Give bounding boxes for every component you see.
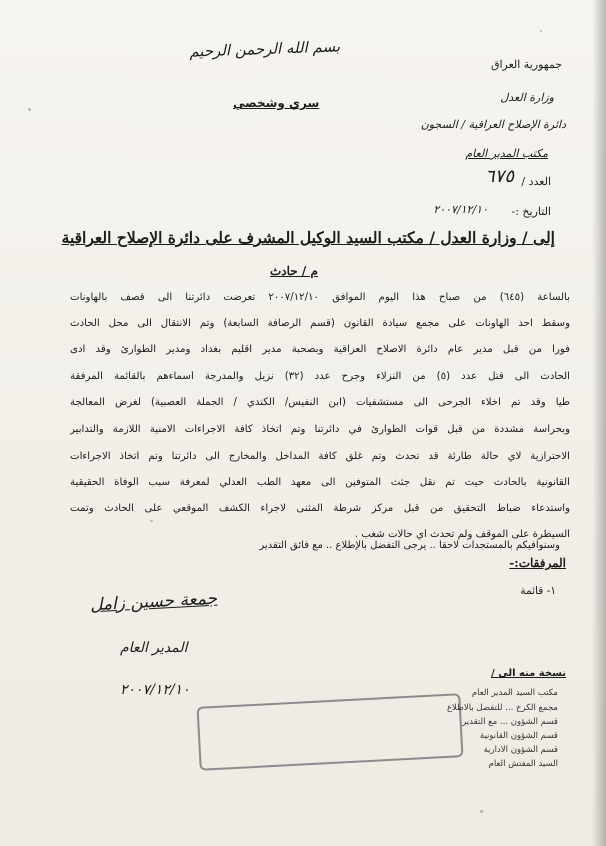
scan-speck (150, 520, 153, 522)
copy-to-label: نسخة منه الى / (491, 668, 566, 679)
body-line: الاحترازية لاي حالة طارئة قد تحدث وتم غلق كافة المداخل والمخارج الى دائرتنا وتم اتخاذ الاجراءات (70, 451, 570, 462)
copy-to-item: قسم الشؤون ... مع التقدير (462, 717, 558, 727)
subject-line: م / حادث (270, 264, 318, 278)
copy-to-item: قسم الشؤون القانونية (479, 731, 558, 741)
office-stamp (197, 693, 464, 771)
body-line: القانونية بالحادث حيث تم نقل جثث المتوفين الى معهد الطب العدلي لمعرفة سبب الوفاة الحقيقية (70, 477, 570, 488)
ministry-name: وزارة العدل (500, 91, 554, 104)
scan-speck (480, 810, 483, 813)
scan-speck (540, 30, 542, 32)
signature-date: ٢٠٠٧/١٢/١٠ (120, 682, 190, 698)
closing-line: وسنوافيكم بالمستجدات لاحقاً .. يرجى التفضل بالإطلاع .. مع فائق التقدير (259, 540, 560, 551)
recipient-line: إلى / وزارة العدل / مكتب السيد الوكيل المشرف على دائرة الإصلاح العراقية (61, 228, 555, 247)
date-value: ٢٠٠٧/١٢/١٠ (433, 203, 488, 216)
date-label: التاريخ :- (511, 205, 551, 218)
body-line: بالساعة (٦٤٥) من صباح هذا اليوم الموافق ٢٠٠٧/١٢/١٠ تعرضت دائرتنا الى قصف بالهاونات (70, 292, 570, 303)
number-label: العدد / (521, 175, 551, 188)
scan-speck (28, 108, 31, 111)
signature-title: المدير العام (120, 640, 188, 656)
scan-edge-shadow (592, 0, 606, 846)
department-name: دائرة الإصلاح العراقية / السجون (420, 118, 566, 131)
copy-to-item: مكتب السيد المدير العام (471, 688, 558, 698)
basmala-heading: بسم الله الرحمن الرحيم (188, 37, 341, 61)
copy-to-item: قسم الشؤون الادارية (483, 745, 558, 755)
classification-label: سري وشخصي (233, 96, 320, 110)
body-line: السيطرة على الموقف ولم تحدث أي حالات شغب . (354, 529, 570, 540)
body-line: الحادث الى قتل عدد (٥) من النزلاء وجرح عدد (٣٢) نزيل والمدرجة أسماءهم بالقائمة المرفقة (70, 371, 570, 382)
body-line: طياً وقد تم اخلاء الجرحى الى مستشفيات (ابن النفيس/ الكندي / الجملة العصبية) لغرض المعالجة (70, 397, 570, 408)
attachments-label: المرفقات:- (509, 556, 566, 570)
signature-name: جمعة حسين زامل (89, 588, 218, 616)
body-line: وسقط احد الهاونات على مجمع سيادة القانون (قسم الرصافة السابعة) وتم الانتقال الى محل الحادث (70, 318, 570, 329)
copy-to-item: مجمع الكرخ ... للتفضل بالاطلاع (446, 703, 558, 713)
office-name: مكتب المدير العام (465, 147, 548, 160)
body-line: فوراً من قبل مدير عام دائرة الاصلاح العراقية وبصحبة مدير اقليم بغداد ومدير الطوارئ وقد ادى (70, 344, 570, 355)
body-line: واستدعاء ضباط التحقيق من قبل مركز شرطة المثنى لاجراء الكشف الموقعي على الحادث وتمت (70, 503, 570, 514)
body-line: وبحراسة مشددة من قبل قوات الطوارئ في دائرتنا وتم اتخاذ كافة الاجراءات الامنية اللازمة والتدابير (70, 424, 570, 435)
copy-to-item: السيد المفتش العام (488, 759, 558, 769)
republic-name: جمهورية العراق (490, 58, 562, 71)
number-value: ٦٧٥ (484, 166, 514, 187)
attachment-item: ١- قائمة (520, 585, 556, 597)
